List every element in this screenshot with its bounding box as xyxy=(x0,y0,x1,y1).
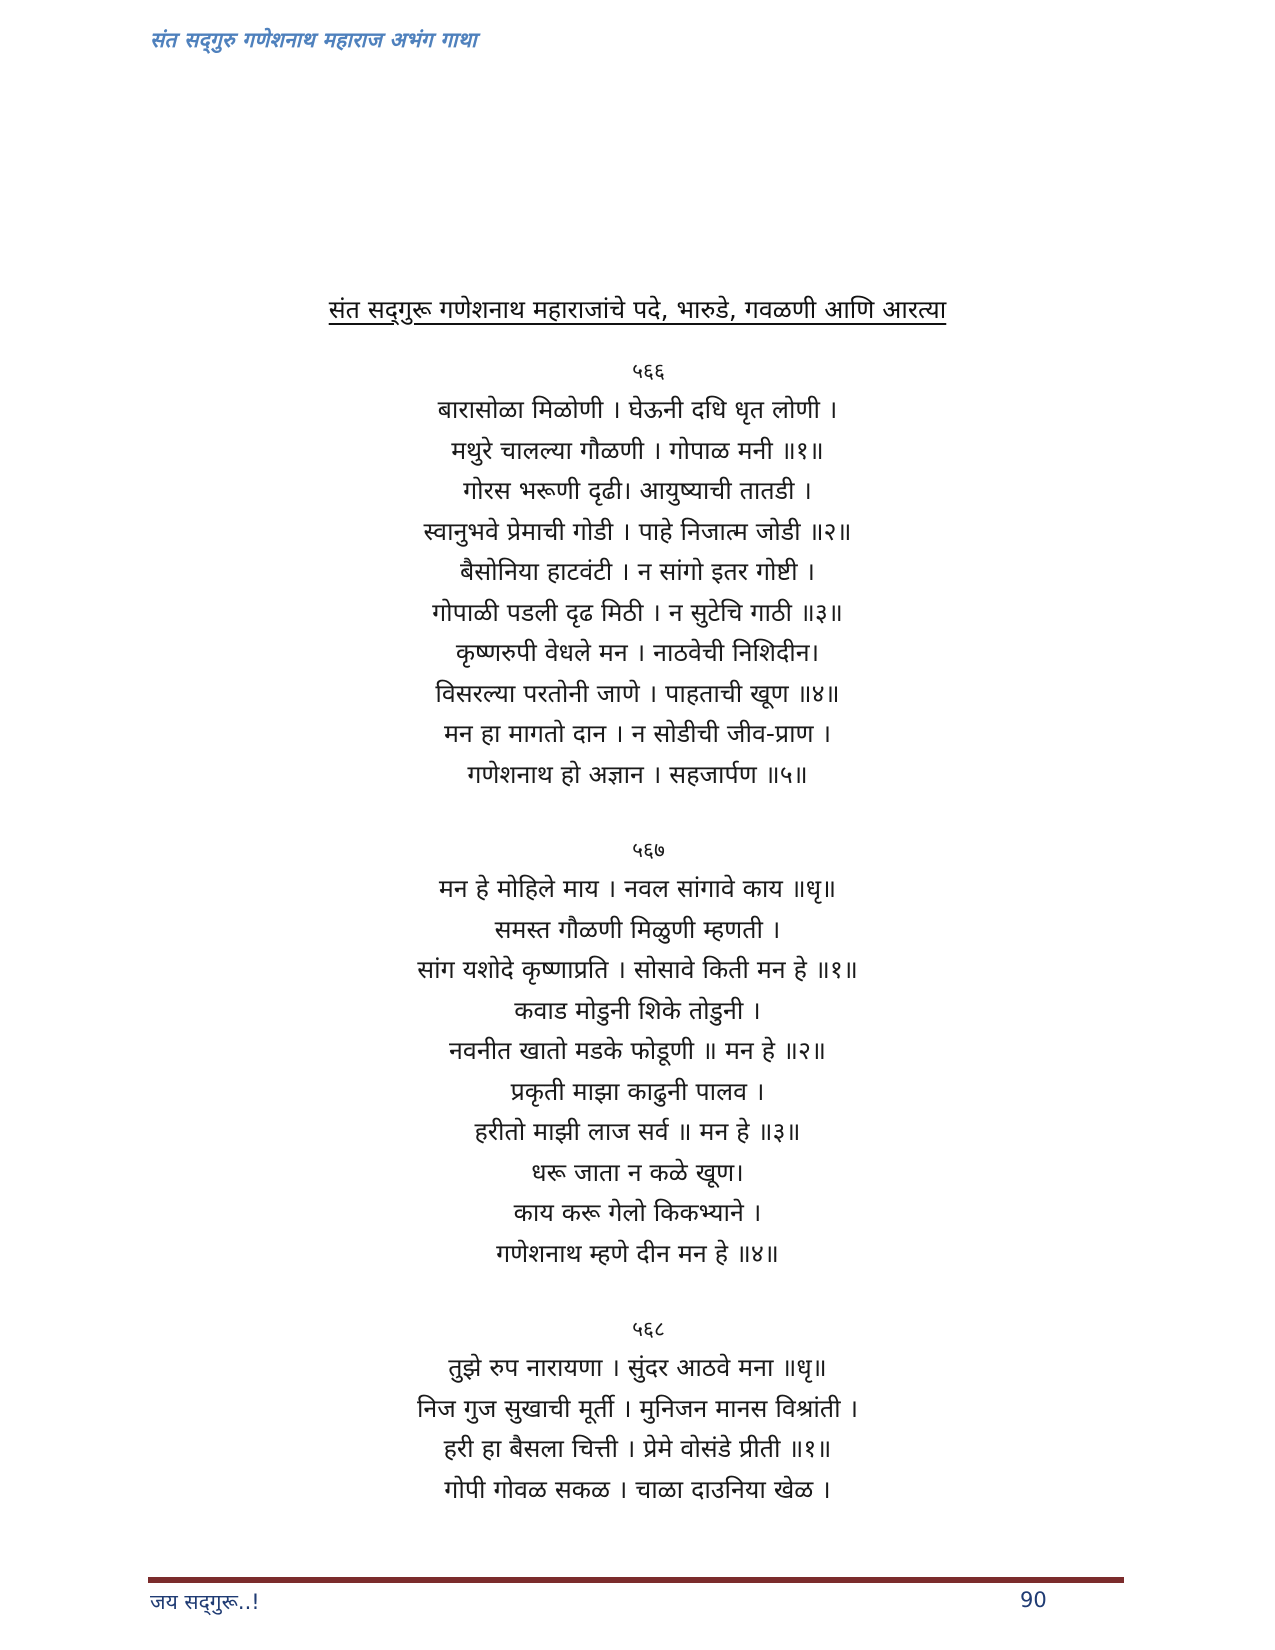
verse-line: गोरस भरूणी दृढी। आयुष्याची तातडी । xyxy=(463,476,812,505)
poem-566 xyxy=(0,356,1275,795)
verse-line: विसरल्या परतोनी जाणे । पाहताची खूण ॥४॥ xyxy=(435,678,840,708)
verse-line: बारासोळा मिळोणी । घेऊनी दधि धृत लोणी । xyxy=(437,395,838,424)
verse-line: बैसोनिया हाटवंटी । न सांगो इतर गोष्टी । xyxy=(459,557,816,586)
verse-line: हरी हा बैसला चित्ती । प्रेमे वोसंडे प्रीती ॥१॥ xyxy=(443,1434,832,1463)
verse-line: मन हे मोहिले माय । नवल सांगावे काय ॥धृ॥ xyxy=(438,874,837,903)
footer-text: जय सद्‌गुरू..! xyxy=(150,1590,260,1614)
verse-line: हरीतो माझी लाज सर्व ॥ मन हे ॥३॥ xyxy=(474,1117,801,1146)
verse-line: धरू जाता न कळे खूण। xyxy=(531,1157,744,1187)
verse-line: समस्त गौळणी मिळुणी म्हणती । xyxy=(494,914,781,944)
verse-line: कृष्णरुपी वेधले मन । नाठवेची निशिदीन। xyxy=(455,638,820,667)
verse-line: गणेशनाथ हो अज्ञान । सहजार्पण ॥५॥ xyxy=(467,759,808,789)
poem-number: ५६६ xyxy=(632,359,665,383)
poem-567 xyxy=(0,835,1275,1274)
poem-568 xyxy=(0,1314,1275,1510)
verse-line: गोपी गोवळ सकळ । चाळा दाउनिया खेळ । xyxy=(444,1474,831,1504)
verse-line: प्रकृती माझा काढुनी पालव । xyxy=(510,1076,765,1106)
verse-line: गणेशनाथ म्हणे दीन मन हे ॥४॥ xyxy=(496,1238,779,1268)
page-number: 90 xyxy=(1020,1588,1047,1612)
poem-number: ५६८ xyxy=(632,1317,665,1341)
verse-line: कवाड मोडुनी शिके तोडुनी । xyxy=(514,995,761,1025)
verse-line: स्वानुभवे प्रेमाची गोडी । पाहे निजात्म जोडी ॥२॥ xyxy=(423,516,852,546)
footer-divider xyxy=(148,1577,1124,1583)
verse-line: निज गुज सुखाची मूर्ती । मुनिजन मानस विश्रांती । xyxy=(416,1393,859,1423)
verse-line: मन हा मागतो दान । न सोडीची जीव-प्राण । xyxy=(443,719,832,748)
verse-line: मथुरे चालल्या गौळणी । गोपाळ मनी ॥१॥ xyxy=(451,435,824,465)
running-header-title: संत सद्‌गुरु गणेशनाथ महाराज अभंग गाथा xyxy=(150,28,477,52)
section-title: संत सद्‌गुरू गणेशनाथ महाराजांचे पदे, भारुडे, गवळणी आणि आरत्या xyxy=(328,295,947,324)
verse-line: नवनीत खातो मडके फोडूणी ॥ मन हे ॥२॥ xyxy=(449,1036,826,1065)
verse-line: गोपाळी पडली दृढ मिठी । न सुटेचि गाठी ॥३॥ xyxy=(432,597,843,627)
verse-line: काय करू गेलो किकभ्याने । xyxy=(513,1198,762,1227)
poem-number: ५६७ xyxy=(632,838,665,862)
verse-line: सांग यशोदे कृष्णाप्रति । सोसावे किती मन हे ॥१॥ xyxy=(417,955,858,984)
verse-line: तुझे रुप नारायणा । सुंदर आठवे मना ॥धृ॥ xyxy=(448,1353,827,1382)
